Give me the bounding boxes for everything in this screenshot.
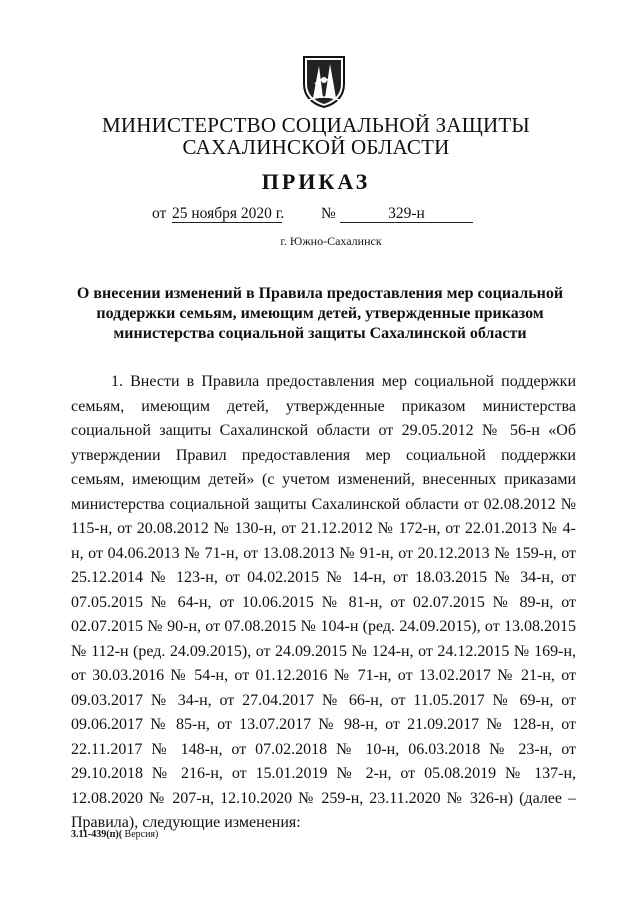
document-type: ПРИКАЗ (261, 169, 371, 194)
footer-version: Версия) (122, 829, 159, 840)
document-title: О внесении изменений в Правила предоставления мер социальной поддержки семьям, имеющим детей, утвержденные приказом министерства социальной защиты Сахалинской области (76, 285, 564, 342)
city-name: г. Южно-Сахалинск (280, 234, 382, 248)
paragraph-1: 1. Внести в Правила предоставления мер социальной поддержки семьям, имеющим детей, утвержденные приказом министерства социальной защиты Сахалинской области от 29.05.2012 № 56-н «Об утверждении Правил предоставления мер социальной поддержки семьям, имеющим детей» (с учетом изменений, внесенных приказами министерства социальной защиты Сахалинской области от 02.08.2012 № 115-н, от 20.08.2012 № 130-н, от 21.12.2012 № 172-н, от 22.01.2013 № 4-н, от 04.06.2013 № 71-н, от 13.08.2013 № 91-н, от 20.12.2013 № 159-н, от 25.12.2014 № 123-н, от 04.02.2015 № 14-н, от 18.03.2015 № 34-н, от 07.05.2015 № 64-н, от 10.06.2015 № 81-н, от 02.07.2015 № 89-н, от 02.07.2015 № 90-н, от 07.08.2015 № 104-н (ред. 24.09.2015), от 13.08.2015 № 112-н (ред. 24.09.2015), от 24.09.2015 № 124-н, от 24.12.2015 № 169-н, от 30.03.2016 № 54-н, от 01.12.2016 № 71-н, от 13.02.2017 № 21-н, от 09.03.2017 № 34-н, от 27.04.2017 № 66-н, от 11.05.2017 № 69-н, от 09.06.2017 № 85-н, от 13.07.2017 № 98-н, от 21.09.2017 № 128-н, от 22.11.2017 № 148-н, от 07.02.2018 № 10-н, 06.03.2018 № 23-н, от 29.10.2018 № 216-н, от 15.01.2019 № 2-н, от 05.08.2019 № 137-н, 12.08.2020 № 207-н, 12.10.2020 № 259-н, 23.11.2020 № 326-н) (далее – Правила), следующие изменения: (71, 373, 576, 831)
ministry-name-line1: МИНИСТЕРСТВО СОЦИАЛЬНОЙ ЗАЩИТЫ (102, 113, 530, 137)
date-value: 25 ноября 2020 г. (172, 205, 285, 222)
number-label: № (321, 205, 336, 222)
footer-code-text: 3.11-439(п)( (71, 829, 123, 840)
date-label: от (152, 205, 167, 222)
sakhalin-coat-of-arms-icon (301, 54, 347, 108)
ministry-name-line2: САХАЛИНСКОЙ ОБЛАСТИ (182, 135, 450, 159)
footer-code (71, 829, 158, 840)
number-value: 329-н (340, 205, 473, 223)
